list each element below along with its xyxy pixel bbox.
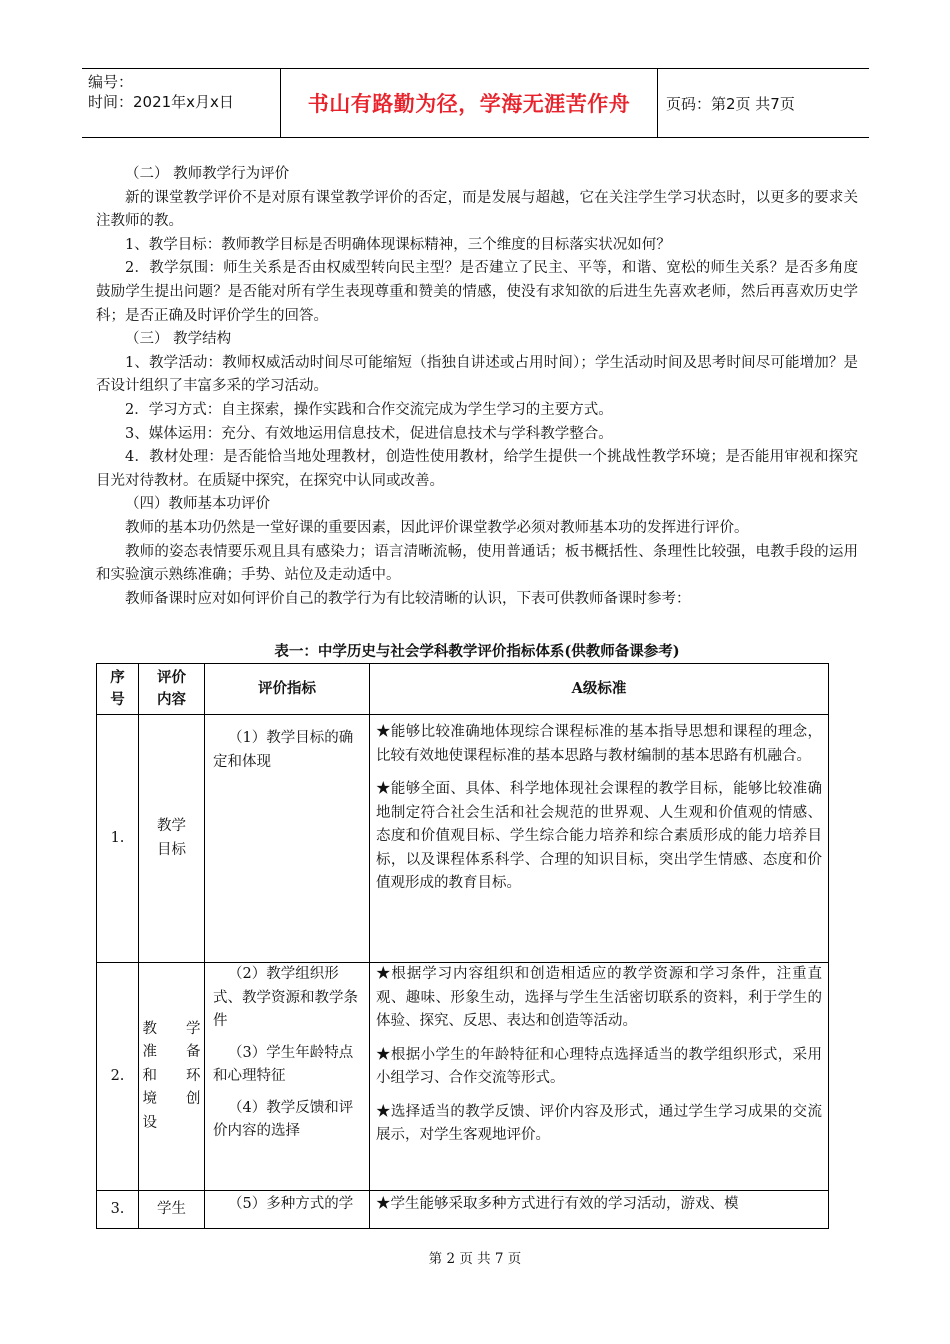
row-num: 2. (97, 963, 139, 1191)
paragraph: 1、教学活动：教师权威活动时间尽可能缩短（指独自讲述或占用时间）；学生活动时间及思考时间尽可能增加？是否设计组织了丰富多采的学习活动。 (96, 354, 858, 395)
row-num: 3. (97, 1191, 139, 1229)
header-content: 评价 内容 (139, 664, 205, 715)
paragraph: 3、媒体运用：充分、有效地运用信息技术，促进信息技术与学科教学整合。 (125, 425, 613, 442)
paragraph: 新的课堂教学评价不是对原有课堂教学评价的否定，而是发展与超越，它在关注学生学习状态时，以更多的要求关注教师的教。 (96, 189, 858, 230)
table-row (97, 715, 829, 963)
header-standard: A级标准 (370, 664, 829, 715)
header-indicator: 评价指标 (205, 664, 370, 715)
paragraph: 1、教学目标：教师教学目标是否明确体现课标精神，三个维度的目标落实状况如何？ (125, 236, 671, 253)
row-content: 教学 目标 (139, 715, 205, 963)
header-motto: 书山有路勤为径，学海无涯苦作舟 (280, 69, 658, 137)
row-indicators: （2）教学组织形式、教学资源和教学条件 （3）学生年龄特点和心理特征 （4）教学反馈和评价内容的选择 (205, 963, 370, 1191)
section-heading: （三） 教学结构 (125, 331, 232, 348)
row-num: 1. (97, 715, 139, 963)
page-footer: 第 2 页 共 7 页 (428, 1251, 522, 1267)
paragraph: 教师备课时应对如何评价自己的教学行为有比较清晰的认识，下表可供教师备课时参考： (125, 590, 691, 607)
row-indicators: （1）教学目标的确定和体现 (205, 715, 370, 963)
row-standards: ★根据学习内容组织和创造相适应的教学资源和学习条件，注重直观、趣味、形象生动，选择与学生生活密切联系的资料，利于学生的体验、探究、反思、表达和创造等活动。 ★根据小学生的年龄特征和心理特点选择适当的教学组织形式，采用小组学习、合作交流等形式。 ★选择适当的教学反馈、评价内容及形式，通过学生学习成果的交流展示，对学生客观地评价。 (370, 963, 829, 1191)
row-standards: ★能够比较准确地体现综合课程标准的基本指导思想和课程的理念，比较有效地使课程标准的基本思路与教材编制的基本思路有机融合。 ★能够全面、具体、科学地体现社会课程的教学目标，能够比较准确地制定符合社会生活和社会规范的世界观、人生观和价值观的情感、态度和价值观目标、学生综合能力培养和综合素质形成的能力培养目标，以及课程体系科学、合理的知识目标，突出学生情感、态度和价值观形成的教育目标。 (370, 715, 829, 963)
table-header-row (97, 664, 829, 715)
page-header (82, 68, 869, 138)
table-row (97, 1191, 829, 1229)
row-content: 教 学 准 备 和 环 境 创 设 (139, 963, 205, 1191)
section-heading: （四）教师基本功评价 (125, 496, 270, 513)
header-num: 序 号 (97, 664, 139, 715)
table-row (97, 963, 829, 1191)
paragraph: 教师的姿态表情要乐观且具有感染力；语言清晰流畅，使用普通话；板书概括性、条理性比较强，电教手段的运用和实验演示熟练准确；手势、站位及走动适中。 (96, 543, 858, 584)
header-page-code: 页码：第2页 共7页 (666, 94, 795, 113)
header-meta (82, 69, 280, 137)
evaluation-table (96, 663, 829, 1229)
section-heading: （二） 教师教学行为评价 (125, 166, 290, 182)
body-text (96, 163, 858, 611)
time-label: 时间：2021年x月x日 (88, 93, 234, 111)
row-indicators: （5）多种方式的学 (205, 1191, 370, 1229)
paragraph: 教师的基本功仍然是一堂好课的重要因素，因此评价课堂教学必须对教师基本功的发挥进行评价。 (125, 519, 749, 536)
paragraph: 2．教学氛围：师生关系是否由权威型转向民主型？是否建立了民主、平等，和谐、宽松的师生关系？是否多角度鼓励学生提出问题？是否能对所有学生表现尊重和赞美的情感，使没有求知欲的后进生先喜欢老师，然后再喜欢历史学科；是否正确及时评价学生的回答。 (96, 260, 858, 324)
table-caption: 表一：中学历史与社会学科教学评价指标体系(供教师备课参考) (274, 643, 680, 660)
paragraph: 2．学习方式：自主探索，操作实践和合作交流完成为学生学习的主要方式。 (125, 401, 613, 418)
number-label: 编号： (88, 73, 134, 91)
row-content: 学生 (139, 1191, 205, 1229)
row-standards: ★学生能够采取多种方式进行有效的学习活动，游戏、模 (370, 1191, 829, 1229)
paragraph: 4．教材处理：是否能恰当地处理教材，创造性使用教材，给学生提供一个挑战性教学环境；是否能用审视和探究目光对待教材。在质疑中探究，在探究中认同或改善。 (96, 449, 858, 489)
